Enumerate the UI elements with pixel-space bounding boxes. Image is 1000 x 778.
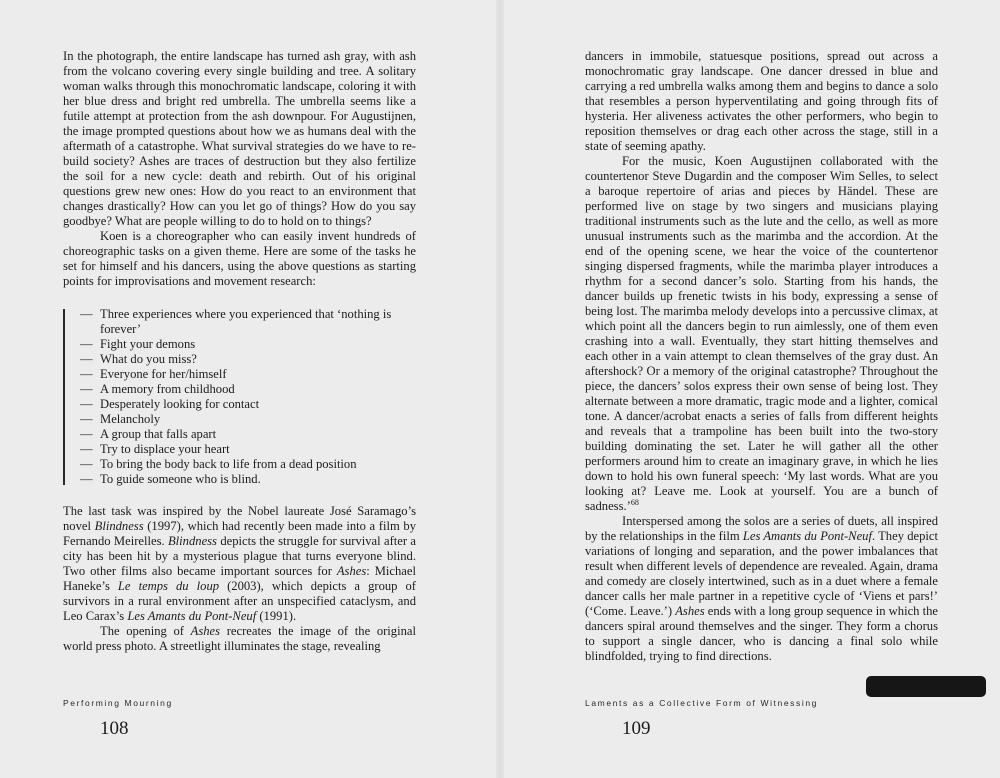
list-item: — Everyone for her/himself <box>80 367 227 381</box>
dash: — <box>80 367 93 381</box>
thumb-tab-marker <box>866 676 986 697</box>
book-gutter <box>496 0 504 778</box>
running-head: Laments as a Collective Form of Witnessing <box>585 698 819 708</box>
paragraph: Koen is a choreographer who can easily invent hundreds of choreographic tasks on a given theme. Here are some of the tasks he set for himself and his dancers, using the above questions as starting points for improvisations and movement research: <box>63 229 416 288</box>
list-item: — A memory from childhood <box>80 382 235 396</box>
list-item: — Try to displace your heart <box>80 442 230 456</box>
list-item: — Melancholy <box>80 412 161 426</box>
list-item: — Three experiences where you experienced that ‘nothing is forever’ <box>80 307 392 336</box>
paragraph: In the photograph, the entire landscape has turned ash gray, with ash from the volcano covering every single building and tree. A solitary woman walks through this monochromatic landscape, coloring it with her blue dress and bright red umbrella. The umbrella seems like a futile attempt at protection from the ash downpour. For Augustijnen, the image prompted questions about how we as humans deal with the aftermath of a catastrophe. What survival strategies do we have to re-build society? Ashes are traces of destruction but they also fertilize the soil for a new cycle: death and rebirth. Out of his original questions grew new ones: How do you react to an environment that changes drastically? How can you let go of things? How do you say goodbye? What are people willing to do to hold on to things? <box>63 49 416 228</box>
list-item: — Desperately looking for contact <box>80 397 260 411</box>
running-head: Performing Mourning <box>63 698 173 708</box>
dash: — <box>80 307 93 321</box>
left-page-body <box>63 49 416 654</box>
paragraph: dancers in immobile, statuesque positions, spread out across a monochromatic gray landscape. One dancer dressed in blue and carrying a red umbrella walks among them and begins to dance a solo that resembles a person hyperventilating and going through fits of hysteria. Her aliveness activates the other performers, who begin to reposition themselves or drag each other across the stage, still in a state of seeming apathy. <box>585 49 938 153</box>
list-item: — A group that falls apart <box>80 427 217 441</box>
list-item: — Fight your demons <box>80 337 196 351</box>
paragraph: The opening of Ashes recreates the image of the original world press photo. A streetlight illuminates the stage, revealing <box>63 624 416 653</box>
list-item: — To bring the body back to life from a dead position <box>80 457 357 471</box>
dash: — <box>80 472 93 486</box>
page-number: 109 <box>622 718 651 739</box>
dash: — <box>80 442 93 456</box>
dash: — <box>80 457 93 471</box>
paragraph: For the music, Koen Augustijnen collaborated with the countertenor Steve Dugardin and the composer Wim Selles, to select a baroque repertoire of arias and pieces by Händel. These are performed live on stage by two singers and musicians playing traditional instruments such as the lute and the cello, as well as more unusual instruments such as the marimba and the accordion. At the end of the opening scene, we hear the voice of the countertenor singing dispersed fragments, while the marimba player introduces a rhythm for a second dancer’s solo. Starting from his hands, the dancer builds up frenetic twists in his body, expressing a sense of being lost. The marimba melody develops into a percussive climax, at which point all the dancers begin to run aimlessly, one of them even crashing into a wall. Eventually, they start hitting themselves and each other in a vain attempt to clean themselves of the gray dust. An aftershock? Or a memory of the original catastrophe? Throughout the piece, the dancers’ solos express their own sense of being lost. They alternate between a more dramatic, tragic mode and a lighter, comical tone. A dancer/acrobat enacts a series of falls from different heights and reveals that a trampoline has been built into the two-story building dominating the set. Later he will gather all the other performers around him to create an imaginary grave, in which he lies down to hold his own funeral speech: ‘My last words. What are you looking at? Leave me. Look at yourself. You are a bunch of sadness.’$^{68}$ <box>585 154 938 513</box>
right-page-body <box>585 49 938 664</box>
dash: — <box>80 352 93 366</box>
paragraph: The last task was inspired by the Nobel laureate José Saramago’s novel Blindness (1997), which had recently been made into a film by Fernando Meirelles. Blindness depicts the struggle for survival after a city has been hit by a mysterious plague that turns everyone blind. Two other films also became important sources for Ashes: Michael Haneke’s Le temps du loup (2003), which depicts a group of survivors in a rural environment after an unspecified cataclysm, and Leo Carax’s Les Amants du Pont-Neuf (1991). <box>63 504 417 623</box>
dash: — <box>80 397 93 411</box>
dash: — <box>80 412 93 426</box>
page-number: 108 <box>100 718 129 739</box>
list-item: — To guide someone who is blind. <box>80 472 261 486</box>
paragraph: Interspersed among the solos are a series of duets, all inspired by the relationships in the film Les Amants du Pont-Neuf. They depict variations of longing and separation, and the power imbalances that result when different levels of dependence are revealed. Again, drama and comedy are closely intertwined, such as in a duet where a female dancer calls her male partner in a repetitive cycle of ‘Viens et pars!’ (‘Come. Leave.’) Ashes ends with a long group sequence in which the dancers spiral around themselves and the singer. They form a chorus to support a single dancer, who is dancing a final solo while blindfolded, trying to find directions. <box>585 514 938 663</box>
dash: — <box>80 427 93 441</box>
dash: — <box>80 382 93 396</box>
footnote-reference: 68 <box>630 497 639 507</box>
dash: — <box>80 337 93 351</box>
task-list <box>63 307 416 487</box>
list-item: — What do you miss? <box>80 352 197 366</box>
